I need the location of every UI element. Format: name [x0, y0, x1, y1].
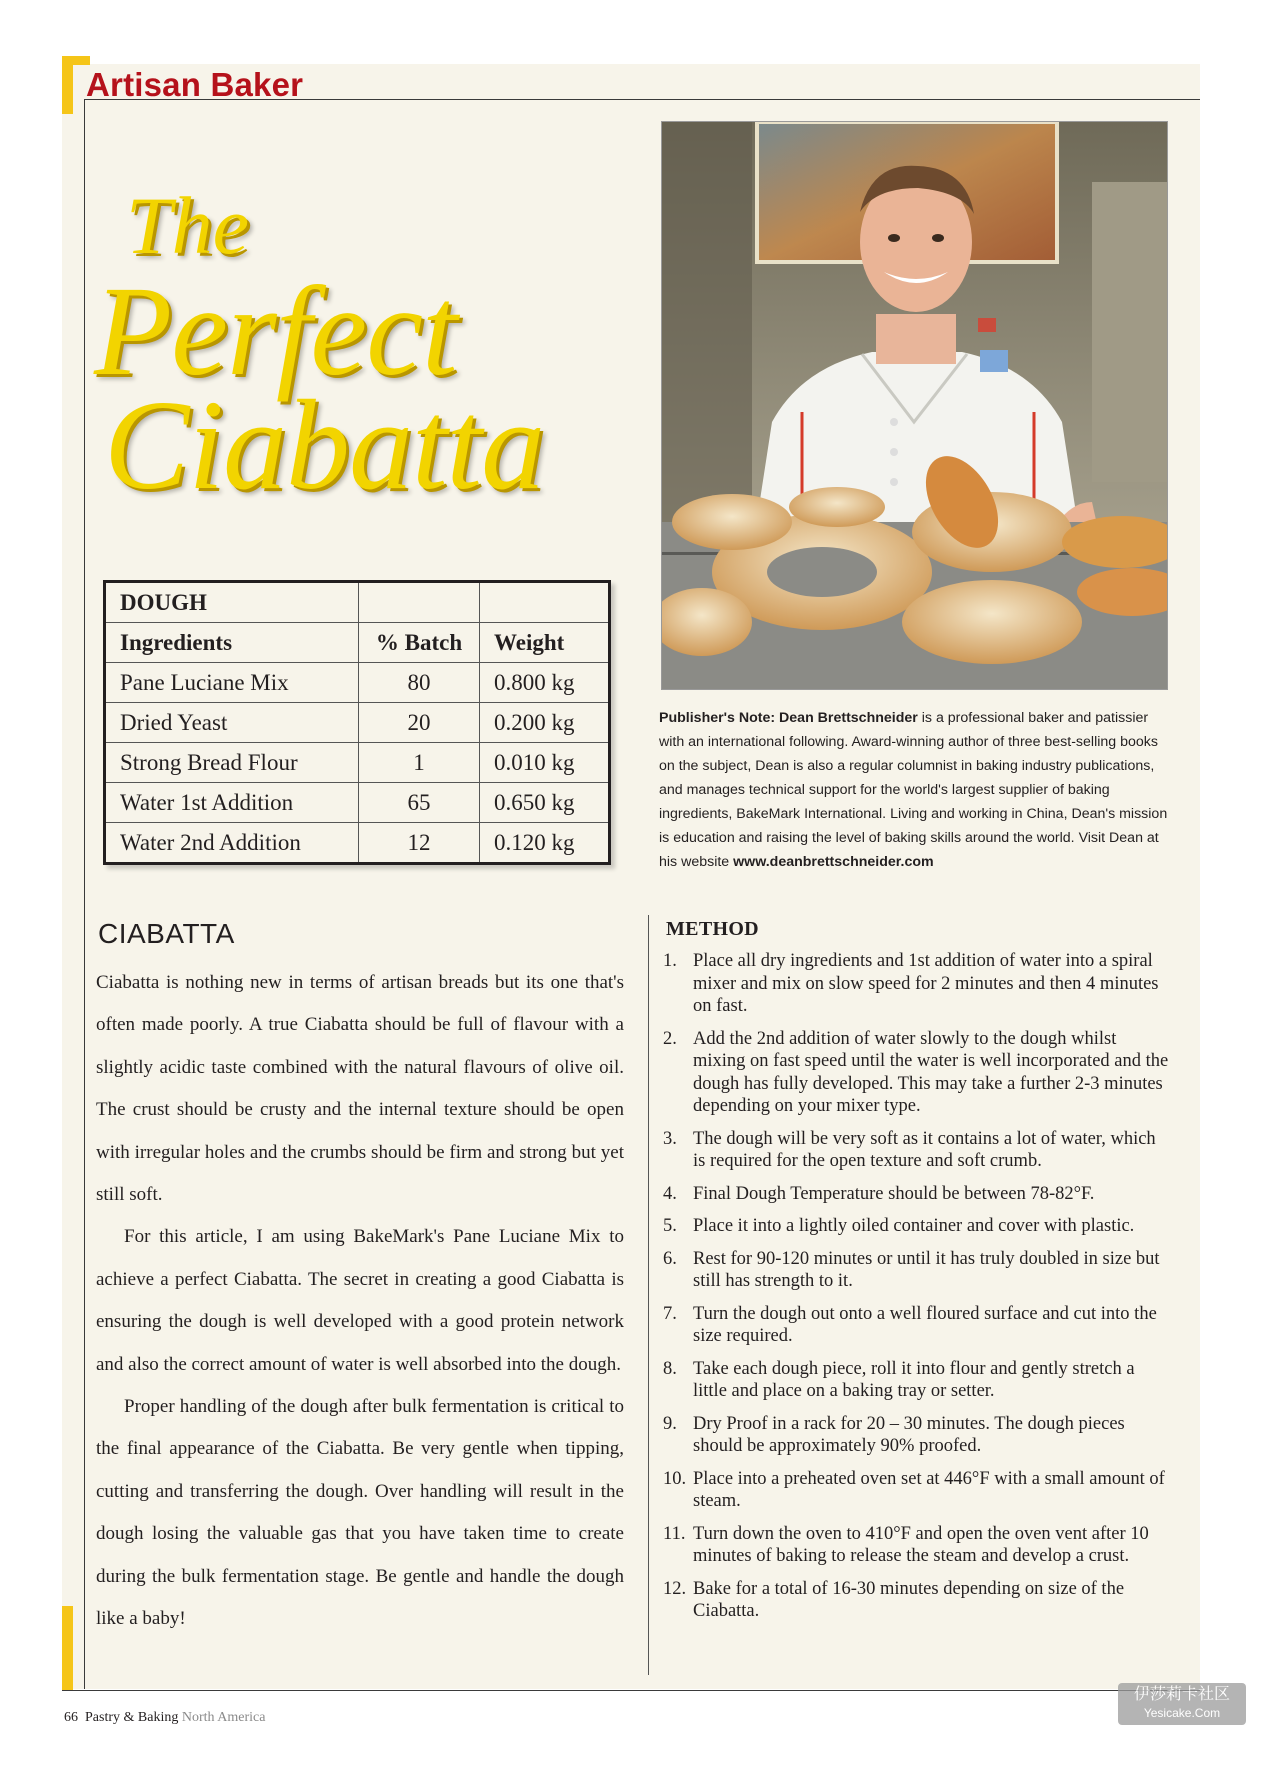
batch-percent: 80	[359, 663, 480, 703]
ingredient-weight: 0.200 kg	[480, 703, 610, 743]
website-link[interactable]: www.deanbrettschneider.com	[733, 854, 934, 870]
method-step	[663, 1028, 1171, 1118]
step-number: 4.	[663, 1183, 677, 1204]
page-footer	[64, 1710, 265, 1726]
column-header-weight: Weight	[480, 623, 610, 663]
watermark-line-2: Yesicake.Com	[1143, 1706, 1221, 1720]
article-body	[96, 962, 624, 1641]
column-header-ingredients: Ingredients	[105, 623, 359, 663]
step-text: Place into a preheated oven set at 446°F with a small amount of steam.	[693, 1468, 1165, 1511]
step-number: 5.	[663, 1216, 677, 1236]
step-number: 12.	[663, 1578, 687, 1599]
step-number: 1.	[663, 951, 677, 971]
batch-percent: 20	[359, 703, 480, 743]
headline-line-1: The	[126, 180, 249, 271]
step-text: The dough will be very soft as it contains a lot of water, which is required for the open texture and soft crumb.	[693, 1128, 1156, 1171]
step-number: 8.	[663, 1358, 677, 1379]
step-number: 6.	[663, 1248, 677, 1269]
headline-line-3: Ciabatta	[104, 374, 545, 516]
step-number: 11.	[663, 1523, 686, 1544]
method-step	[663, 1413, 1171, 1458]
ingredient-name: Water 1st Addition	[105, 783, 359, 823]
table-row	[105, 783, 610, 823]
step-text: Place it into a lightly oiled container and cover with plastic.	[693, 1216, 1135, 1236]
dough-table	[103, 580, 611, 865]
watermark-logo	[1118, 1683, 1246, 1725]
method-step	[663, 1128, 1171, 1173]
magazine-name: Pastry & Baking	[85, 1710, 179, 1725]
dough-table-title-row	[105, 582, 610, 623]
article-paragraph: For this article, I am using BakeMark's Pane Luciane Mix to achieve a perfect Ciabatta. The secret in creating a good Ciabatta is ensuring the dough is well developed with a good protein network and also the correct amount of water is well absorbed into the dough.	[96, 1226, 624, 1375]
method-step	[663, 950, 1171, 1018]
column-divider	[648, 915, 649, 1675]
baker-photo	[661, 121, 1168, 690]
step-number: 10.	[663, 1468, 687, 1489]
step-text: Bake for a total of 16-30 minutes depending on size of the Ciabatta.	[693, 1578, 1125, 1621]
step-number: 9.	[663, 1413, 677, 1434]
step-number: 3.	[663, 1128, 677, 1149]
batch-percent: 12	[359, 823, 480, 864]
method-step	[663, 1578, 1171, 1623]
batch-percent: 65	[359, 783, 480, 823]
table-row	[105, 743, 610, 783]
dough-table-title: DOUGH	[105, 582, 359, 623]
accent-corner-top	[62, 56, 90, 65]
ingredient-name: Pane Luciane Mix	[105, 663, 359, 703]
step-text: Add the 2nd addition of water slowly to the dough whilst mixing on fast speed until the water is well incorporated and the dough has fully developed. This may take a further 2-3 minutes depending on your mixer type.	[693, 1028, 1169, 1116]
step-text: Turn down the oven to 410°F and open the oven vent after 10 minutes of baking to release the steam and develop a crust.	[693, 1523, 1149, 1566]
ingredient-name: Dried Yeast	[105, 703, 359, 743]
method-step	[663, 1523, 1171, 1568]
frame-rule-left	[84, 99, 85, 1689]
headline-line-2: Perfect	[94, 260, 457, 402]
publisher-note-lead: Publisher's Note: Dean Brettschneider	[659, 710, 918, 726]
headline	[90, 180, 650, 516]
method-title: METHOD	[666, 918, 759, 940]
ingredient-weight: 0.010 kg	[480, 743, 610, 783]
page-number: 66	[64, 1710, 78, 1725]
step-text: Rest for 90-120 minutes or until it has truly doubled in size but still has strength to it.	[693, 1248, 1160, 1291]
article-paragraph: Ciabatta is nothing new in terms of artisan breads but its one that's often made poorly. A true Ciabatta should be full of flavour with a slightly acidic taste combined with the natural flavours of olive oil. The crust should be crusty and the internal texture should be open with irregular holes and the crumbs should be firm and strong but yet still soft.	[96, 972, 624, 1206]
step-text: Dry Proof in a rack for 20 – 30 minutes. The dough pieces should be approximately 90% proofed.	[693, 1413, 1125, 1456]
step-text: Take each dough piece, roll it into flour and gently stretch a little and place on a baking tray or setter.	[693, 1358, 1135, 1401]
ingredient-weight: 0.650 kg	[480, 783, 610, 823]
table-row	[105, 703, 610, 743]
ingredient-weight: 0.800 kg	[480, 663, 610, 703]
batch-percent: 1	[359, 743, 480, 783]
ingredient-name: Water 2nd Addition	[105, 823, 359, 864]
publisher-note	[659, 706, 1171, 874]
table-row	[105, 663, 610, 703]
step-text: Final Dough Temperature should be between 78-82°F.	[693, 1183, 1095, 1204]
dough-table-header-row	[105, 623, 610, 663]
section-title: Artisan Baker	[86, 66, 304, 103]
magazine-region: North America	[181, 1710, 266, 1725]
accent-bar-bottom	[62, 1606, 73, 1690]
article-title: CIABATTA	[98, 918, 235, 949]
step-number: 7.	[663, 1303, 677, 1324]
method-step	[663, 1215, 1171, 1238]
ingredient-name: Strong Bread Flour	[105, 743, 359, 783]
table-row	[105, 823, 610, 864]
step-text: Turn the dough out onto a well floured surface and cut into the size required.	[693, 1303, 1157, 1346]
step-number: 2.	[663, 1028, 677, 1049]
method-step	[663, 1183, 1171, 1206]
ingredient-weight: 0.120 kg	[480, 823, 610, 864]
step-text: Place all dry ingredients and 1st addition of water into a spiral mixer and mix on slow speed for 2 minutes and then 4 minutes on fast.	[693, 951, 1159, 1016]
method-step	[663, 1468, 1171, 1513]
watermark-line-1: 伊莎莉卡社区	[1133, 1686, 1230, 1703]
method-step	[663, 1248, 1171, 1293]
column-header-batch: % Batch	[359, 623, 480, 663]
method-step	[663, 1303, 1171, 1348]
method-step	[663, 1358, 1171, 1403]
publisher-note-body: is a professional baker and patissier with an international following. Award-winning author of three best-selling books on the subject, Dean is also a regular columnist in baking industry publications, and manages technical support for the world's largest supplier of baking ingredients, BakeMark International. Living and working in China, Dean's mission is education and raising the level of baking skills around the world. Visit Dean at his website	[659, 710, 1168, 870]
article-paragraph: Proper handling of the dough after bulk fermentation is critical to the final appearance of the Ciabatta. Be very gentle when tipping, cutting and transferring the dough. Over handling will result in the dough losing the valuable gas that you have taken time to create during the bulk fermentation stage. Be gentle and handle the dough like a baby!	[96, 1396, 624, 1630]
method-list	[663, 950, 1171, 1633]
frame-rule-bottom	[62, 1690, 1200, 1691]
